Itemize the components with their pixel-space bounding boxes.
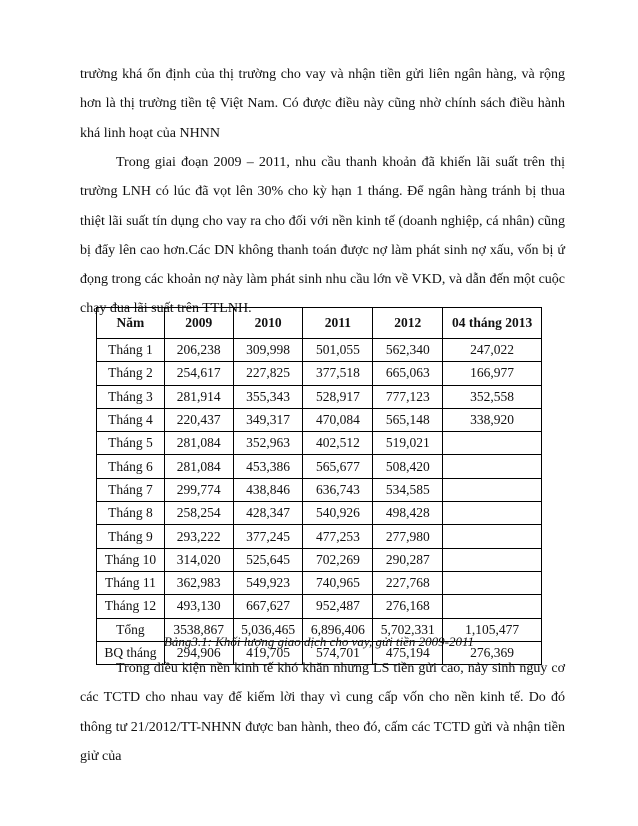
paragraph-intro: trường khá ổn định của thị trường cho vay và nhận tiền gửi liên ngân hàng, và rộng hơn là thị trường tiền tệ Việt Nam. Có được điều này cũng nhờ chính sách điều hành khá linh hoạt của NHNN — [80, 67, 565, 141]
value-cell: 540,926 — [303, 502, 373, 525]
header-cell: Năm — [97, 308, 165, 339]
row-label-cell: Tháng 8 — [97, 502, 165, 525]
row-label-cell: Tháng 10 — [97, 548, 165, 571]
table-header-row — [97, 308, 542, 339]
row-label-cell: Tháng 11 — [97, 571, 165, 594]
row-label-cell: Tổng — [97, 618, 165, 641]
header-cell: 04 tháng 2013 — [443, 308, 542, 339]
value-cell: 777,123 — [373, 385, 443, 408]
value-cell: 475,194 — [373, 641, 443, 664]
paragraph-circular-21-2012: Trong điều kiện nền kinh tế khó khăn nhưng LS tiền gửi cao, nảy sinh nguy cơ các TCTD cho nhau vay để kiếm lời thay vì cung cấp vốn cho nền kinh tế. Do đó thông tư 21/2012/TT-NHNN được ban hành, theo đó, cấm các TCTD gửi và nhận tiền giử của — [80, 661, 565, 764]
table-row — [97, 571, 542, 594]
value-cell: 220,437 — [164, 408, 233, 431]
header-cell: 2009 — [164, 308, 233, 339]
value-cell: 419,705 — [233, 641, 303, 664]
table-row — [97, 408, 542, 431]
value-cell: 294,906 — [164, 641, 233, 664]
value-cell: 281,914 — [164, 385, 233, 408]
value-cell — [443, 571, 542, 594]
row-label-cell: BQ tháng — [97, 641, 165, 664]
value-cell: 299,774 — [164, 478, 233, 501]
value-cell: 702,269 — [303, 548, 373, 571]
value-cell: 1,105,477 — [443, 618, 542, 641]
value-cell: 352,963 — [233, 432, 303, 455]
value-cell: 519,021 — [373, 432, 443, 455]
value-cell: 453,386 — [233, 455, 303, 478]
value-cell: 565,677 — [303, 455, 373, 478]
value-cell: 309,998 — [233, 339, 303, 362]
table-body — [97, 339, 542, 665]
value-cell: 952,487 — [303, 595, 373, 618]
value-cell: 470,084 — [303, 408, 373, 431]
value-cell: 314,020 — [164, 548, 233, 571]
value-cell: 3538,867 — [164, 618, 233, 641]
value-cell: 276,369 — [443, 641, 542, 664]
row-label-cell: Tháng 4 — [97, 408, 165, 431]
value-cell: 574,701 — [303, 641, 373, 664]
value-cell: 227,768 — [373, 571, 443, 594]
value-cell: 355,343 — [233, 385, 303, 408]
value-cell: 525,645 — [233, 548, 303, 571]
lending-volume-table-wrap — [96, 307, 542, 665]
value-cell: 740,965 — [303, 571, 373, 594]
value-cell: 352,558 — [443, 385, 542, 408]
value-cell — [443, 478, 542, 501]
table-row — [97, 455, 542, 478]
table-caption: Bảng3.1: Khối lượng giao dịch cho vay, gửi tiền 2009-2011 — [163, 634, 475, 649]
value-cell: 5,702,331 — [373, 618, 443, 641]
value-cell: 477,253 — [303, 525, 373, 548]
value-cell: 402,512 — [303, 432, 373, 455]
value-cell: 428,347 — [233, 502, 303, 525]
value-cell: 498,428 — [373, 502, 443, 525]
value-cell — [443, 548, 542, 571]
header-cell: 2010 — [233, 308, 303, 339]
value-cell: 276,168 — [373, 595, 443, 618]
header-cell: 2011 — [303, 308, 373, 339]
value-cell — [443, 502, 542, 525]
value-cell: 166,977 — [443, 362, 542, 385]
value-cell: 377,245 — [233, 525, 303, 548]
value-cell: 247,022 — [443, 339, 542, 362]
value-cell — [443, 525, 542, 548]
row-label-cell: Tháng 7 — [97, 478, 165, 501]
value-cell: 349,317 — [233, 408, 303, 431]
value-cell: 227,825 — [233, 362, 303, 385]
value-cell: 534,585 — [373, 478, 443, 501]
value-cell: 549,923 — [233, 571, 303, 594]
value-cell: 258,254 — [164, 502, 233, 525]
table-row — [97, 385, 542, 408]
value-cell: 667,627 — [233, 595, 303, 618]
value-cell: 290,287 — [373, 548, 443, 571]
row-label-cell: Tháng 1 — [97, 339, 165, 362]
value-cell: 338,920 — [443, 408, 542, 431]
table-row — [97, 432, 542, 455]
value-cell: 562,340 — [373, 339, 443, 362]
row-label-cell: Tháng 12 — [97, 595, 165, 618]
value-cell: 5,036,465 — [233, 618, 303, 641]
row-label-cell: Tháng 6 — [97, 455, 165, 478]
value-cell: 362,983 — [164, 571, 233, 594]
value-cell: 281,084 — [164, 455, 233, 478]
row-label-cell: Tháng 5 — [97, 432, 165, 455]
row-label-cell: Tháng 9 — [97, 525, 165, 548]
table-row — [97, 548, 542, 571]
value-cell: 438,846 — [233, 478, 303, 501]
value-cell: 493,130 — [164, 595, 233, 618]
value-cell: 501,055 — [303, 339, 373, 362]
row-label-cell: Tháng 2 — [97, 362, 165, 385]
table-row — [97, 362, 542, 385]
lending-volume-table — [96, 307, 542, 665]
value-cell: 206,238 — [164, 339, 233, 362]
value-cell — [443, 595, 542, 618]
value-cell: 636,743 — [303, 478, 373, 501]
table-row — [97, 595, 542, 618]
value-cell: 293,222 — [164, 525, 233, 548]
value-cell: 508,420 — [373, 455, 443, 478]
value-cell: 528,917 — [303, 385, 373, 408]
value-cell — [443, 432, 542, 455]
header-cell: 2012 — [373, 308, 443, 339]
table-row — [97, 339, 542, 362]
value-cell: 254,617 — [164, 362, 233, 385]
value-cell: 377,518 — [303, 362, 373, 385]
table-row — [97, 525, 542, 548]
value-cell: 6,896,406 — [303, 618, 373, 641]
row-label-cell: Tháng 3 — [97, 385, 165, 408]
value-cell — [443, 455, 542, 478]
value-cell: 665,063 — [373, 362, 443, 385]
table-row — [97, 478, 542, 501]
value-cell: 281,084 — [164, 432, 233, 455]
table-row — [97, 502, 542, 525]
paragraph-period-2009-2011: Trong giai đoạn 2009 – 2011, nhu cầu thanh khoản đã khiến lãi suất trên thị trường LNH có lúc đã vọt lên 30% cho kỳ hạn 1 tháng. Để ngân hàng tránh bị thua thiệt lãi suất tín dụng cho vay ra cho đối với nền kinh tế (doanh nghiệp, cá nhân) cũng bị đẩy lên cao hơn.Các DN không thanh toán được nợ làm phát sinh nợ xấu, vốn bị ứ đọng trong các khoản nợ này làm phát sinh nhu cầu lớn về VKD, và dẫn đến một cuộc chạy đua lãi suất trên TTLNH. — [80, 155, 565, 317]
value-cell: 565,148 — [373, 408, 443, 431]
value-cell: 277,980 — [373, 525, 443, 548]
